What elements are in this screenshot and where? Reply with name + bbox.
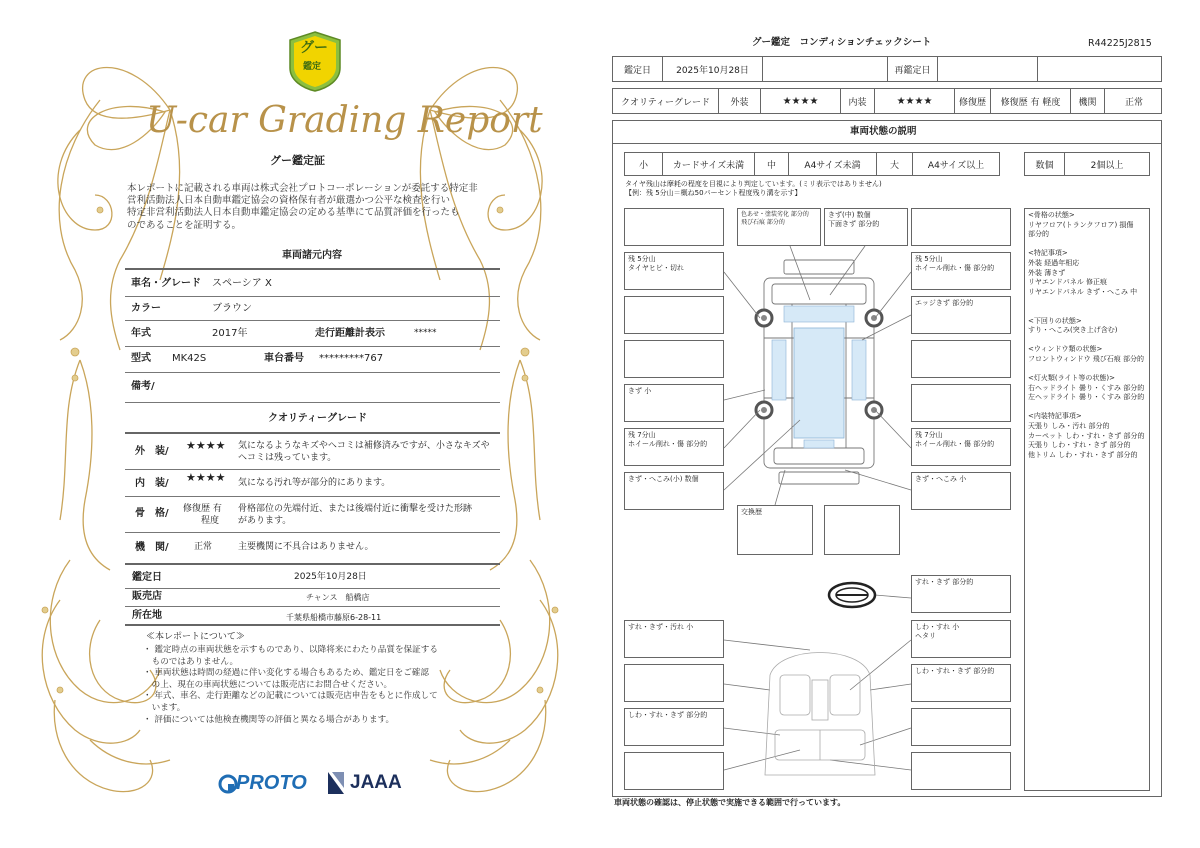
certificate-subtitle: グー鑑定証 xyxy=(270,154,325,167)
address-value: 千葉県船橋市藤原6-28-11 xyxy=(286,613,382,622)
summary-line: 外装 経過年相応 xyxy=(1028,258,1080,267)
appraisal-date-value: 2025年10月28日 xyxy=(294,572,367,582)
proto-logo-text: PROTO xyxy=(236,772,307,794)
condition-summary xyxy=(1024,208,1150,791)
exterior-label: 外装 xyxy=(719,89,761,113)
jaaa-logo-icon xyxy=(326,770,346,796)
summary-line xyxy=(1028,307,1144,317)
color-label: カラー xyxy=(131,303,161,314)
summary-line: リヤエンドパネル 修正痕 xyxy=(1028,278,1107,287)
mileage-label: 走行距離計表示 xyxy=(315,328,385,339)
summary-line: すり・へこみ(突き上げ含む) xyxy=(1028,326,1118,335)
callout-interior-left-4 xyxy=(624,752,724,790)
dealer-value: チャンス 船橋店 xyxy=(306,593,370,602)
badge-bottom-text: 鑑定 xyxy=(303,62,322,72)
callout-right-2: エッジきず 部分的 xyxy=(911,296,1011,334)
count-label: 数個 xyxy=(1025,153,1065,175)
repair-value: 修復歴 有 軽度 xyxy=(991,89,1071,113)
year-label: 年式 xyxy=(131,328,151,339)
summary-list xyxy=(1028,211,1144,460)
summary-line: カーペット しわ・すれ・きず 部分的 xyxy=(1028,431,1145,440)
chassis-value: *********767 xyxy=(319,353,384,364)
callout-interior-right-1: しわ・すれ 小 ヘタリ xyxy=(911,620,1011,658)
callout-right-5: 残 7分山 ホイール削れ・傷 部分的 xyxy=(911,428,1011,466)
summary-line: フロントウィンドウ 飛び石痕 部分的 xyxy=(1028,354,1145,363)
callout-front-left: 色あせ・塗装劣化 部分的 飛び石痕 部分的 xyxy=(737,208,821,246)
summary-line xyxy=(1028,336,1144,346)
exterior-value: ★★★★ xyxy=(761,89,841,113)
callout-left-1: 残 5分山 タイヤヒビ・切れ xyxy=(624,252,724,290)
summary-line: <特記事項> xyxy=(1028,249,1068,258)
engine-value: 正常 xyxy=(1124,97,1143,108)
date-value: 2025年10月28日 xyxy=(663,57,763,81)
summary-line: リヤフロア(トランクフロア) 損傷 xyxy=(1028,220,1134,229)
summary-line: <内装特記事項> xyxy=(1028,412,1082,421)
interior-grade: ★★★★ xyxy=(186,471,226,484)
summary-line: 天張り しみ・汚れ 部分的 xyxy=(1028,422,1110,431)
report-title: U-car Grading Report xyxy=(146,100,543,141)
size-mid-desc: A4サイズ未満 xyxy=(789,153,877,175)
size-large: 大 xyxy=(877,153,913,175)
quality-heading: クオリティーグレード xyxy=(268,413,367,424)
sheet-title: グー鑑定 コンディションチェックシート xyxy=(752,37,932,48)
notes-label: 備考/ xyxy=(131,381,155,392)
exterior-desc: 気になるようなキズやヘコミは補修済みですが、小さなキズや ヘコミは残っています。 xyxy=(238,441,490,463)
sheet-code: R44225J2815 xyxy=(1088,38,1152,49)
notice-list: ・ 鑑定時点の車両状態を示すものであり、以降将来にわたり品質を保証する ものではありません。 ・ 車両状態は時間の経過に伴い変化する場合もあるため、鑑定日をご確認 の上、現在の車両状態については販売店にお問合せください。 ・ 年式、車名、走行距離などの記載については販売店申告をもとに作成して います。 ・ 評価については他検査機関等の評価と異なる場合があります。 xyxy=(143,645,438,725)
summary-line: 外装 薄きず xyxy=(1028,268,1066,277)
exterior-label: 外 装/ xyxy=(135,446,169,457)
summary-line: 部分的 xyxy=(1028,230,1049,239)
summary-line: 天張り しわ・すれ・きず 部分的 xyxy=(1028,441,1131,450)
grade-label: クオリティーグレード xyxy=(613,89,719,113)
steering-wheel-icon xyxy=(827,580,877,610)
callout-left-4: きず 小 xyxy=(624,384,724,422)
badge-top-text: グー xyxy=(300,40,328,56)
summary-line xyxy=(1028,365,1144,375)
sheet-footer: 車両状態の確認は、停止状態で実施できる範囲で行っています。 xyxy=(614,798,846,807)
chassis-label: 車台番号 xyxy=(264,353,304,364)
callout-interior-left-3: しわ・すれ・きず 部分的 xyxy=(624,708,724,746)
callout-right-6: きず・へこみ 小 xyxy=(911,472,1011,510)
repair-label: 修復歴 xyxy=(955,89,991,113)
summary-line: 左ヘッドライト 曇り・くすみ 部分的 xyxy=(1028,393,1145,402)
size-small: 小 xyxy=(625,153,663,175)
callout-front-center: きず(中) 数個 下面きず 部分的 xyxy=(824,208,908,246)
frame-label: 骨 格/ xyxy=(135,508,169,519)
summary-line xyxy=(1028,240,1144,250)
size-mid: 中 xyxy=(755,153,789,175)
summary-line: <下回りの状態> xyxy=(1028,316,1082,325)
tire-note: タイヤ残山は摩耗の程度を目視により判定しています。(ミリ表示ではありません) 【例：残 5分山＝概ね50パーセント程度残り溝を示す】 xyxy=(625,180,882,197)
mileage-value: ***** xyxy=(414,328,437,338)
condition-check-sheet xyxy=(600,0,1200,848)
callout-interior-left-1: すれ・きず・汚れ 小 xyxy=(624,620,724,658)
interior-label: 内 装/ xyxy=(135,478,169,489)
size-large-desc: A4サイズ以上 xyxy=(927,160,985,171)
proto-logo-icon xyxy=(218,774,238,794)
interior-diagram xyxy=(750,635,890,785)
frame-grade: 修復歴 有 程度 xyxy=(183,504,222,526)
interior-value: ★★★★ xyxy=(875,89,955,113)
jaaa-logo-text: JAAA xyxy=(350,772,402,793)
model-label: 型式 xyxy=(131,353,151,364)
spec-heading: 車両諸元内容 xyxy=(282,250,342,261)
summary-line: <灯火類(ライト等の状態)> xyxy=(1028,374,1115,383)
color-value: ブラウン xyxy=(212,303,252,314)
callout-interior-left-2 xyxy=(624,664,724,702)
callout-interior-right-4 xyxy=(911,752,1011,790)
summary-line xyxy=(1028,297,1144,307)
size-small-desc: カードサイズ未満 xyxy=(663,153,755,175)
appraisal-date-label: 鑑定日 xyxy=(132,572,162,583)
engine-grade: 正常 xyxy=(194,542,213,552)
frame-desc: 骨格部位の先端付近、または後端付近に衝撃を受けた形跡 があります。 xyxy=(238,504,473,526)
model-value: MK42S xyxy=(172,353,207,364)
date-label: 鑑定日 xyxy=(613,57,663,81)
summary-line: 他トリム しわ・すれ・きず 部分的 xyxy=(1028,450,1138,459)
callout-steering: すれ・きず 部分的 xyxy=(911,575,1011,613)
interior-desc: 気になる汚れ等が部分的にあります。 xyxy=(238,478,391,488)
car-name-value: スペーシア X xyxy=(212,278,272,289)
reinspect-label: 再鑑定日 xyxy=(888,57,938,81)
interior-label: 内装 xyxy=(841,89,875,113)
callout-right-1: 残 5分山 ホイール削れ・傷 部分的 xyxy=(911,252,1011,290)
address-label: 所在地 xyxy=(132,610,162,621)
notice-title: ≪本レポートについて≫ xyxy=(146,632,245,642)
summary-line: 右ヘッドライト 曇り・くすみ 部分的 xyxy=(1028,383,1145,392)
engine-desc: 主要機関に不具合はありません。 xyxy=(238,542,374,552)
year-value: 2017年 xyxy=(212,328,248,339)
count-desc: 2個以上 xyxy=(1090,160,1124,171)
engine-label: 機関 xyxy=(1071,89,1105,113)
callout-interior-right-3 xyxy=(911,708,1011,746)
state-heading: 車両状態の説明 xyxy=(850,126,917,137)
dealer-label: 販売店 xyxy=(132,591,162,602)
car-name-label: 車名・グレード xyxy=(131,278,201,289)
certificate-intro: 本レポートに記載される車両は株式会社プロトコーポレーションが委託する特定非 営利活動法人日本自動車鑑定協会の資格保有者が厳選かつ公平な検査を行い 特定非営利活動法人日本自動車鑑定協会の定める基準にて品質評価を行ったも のであることを証明する。 xyxy=(127,183,478,231)
callout-left-5: 残 7分山 ホイール削れ・傷 部分的 xyxy=(624,428,724,466)
callout-rear-left: 交換歴 xyxy=(737,505,813,555)
callout-interior-right-2: しわ・すれ・きず 部分的 xyxy=(911,664,1011,702)
engine-label: 機 関/ xyxy=(135,542,169,553)
exterior-grade: ★★★★ xyxy=(186,439,226,452)
summary-line: <骨格の状態> xyxy=(1028,211,1075,219)
summary-line: リヤエンドパネル きず・へこみ 中 xyxy=(1028,287,1138,296)
summary-line: <ウィンドウ類の状態> xyxy=(1028,345,1103,354)
callout-left-6: きず・へこみ(小) 数個 xyxy=(624,472,724,510)
